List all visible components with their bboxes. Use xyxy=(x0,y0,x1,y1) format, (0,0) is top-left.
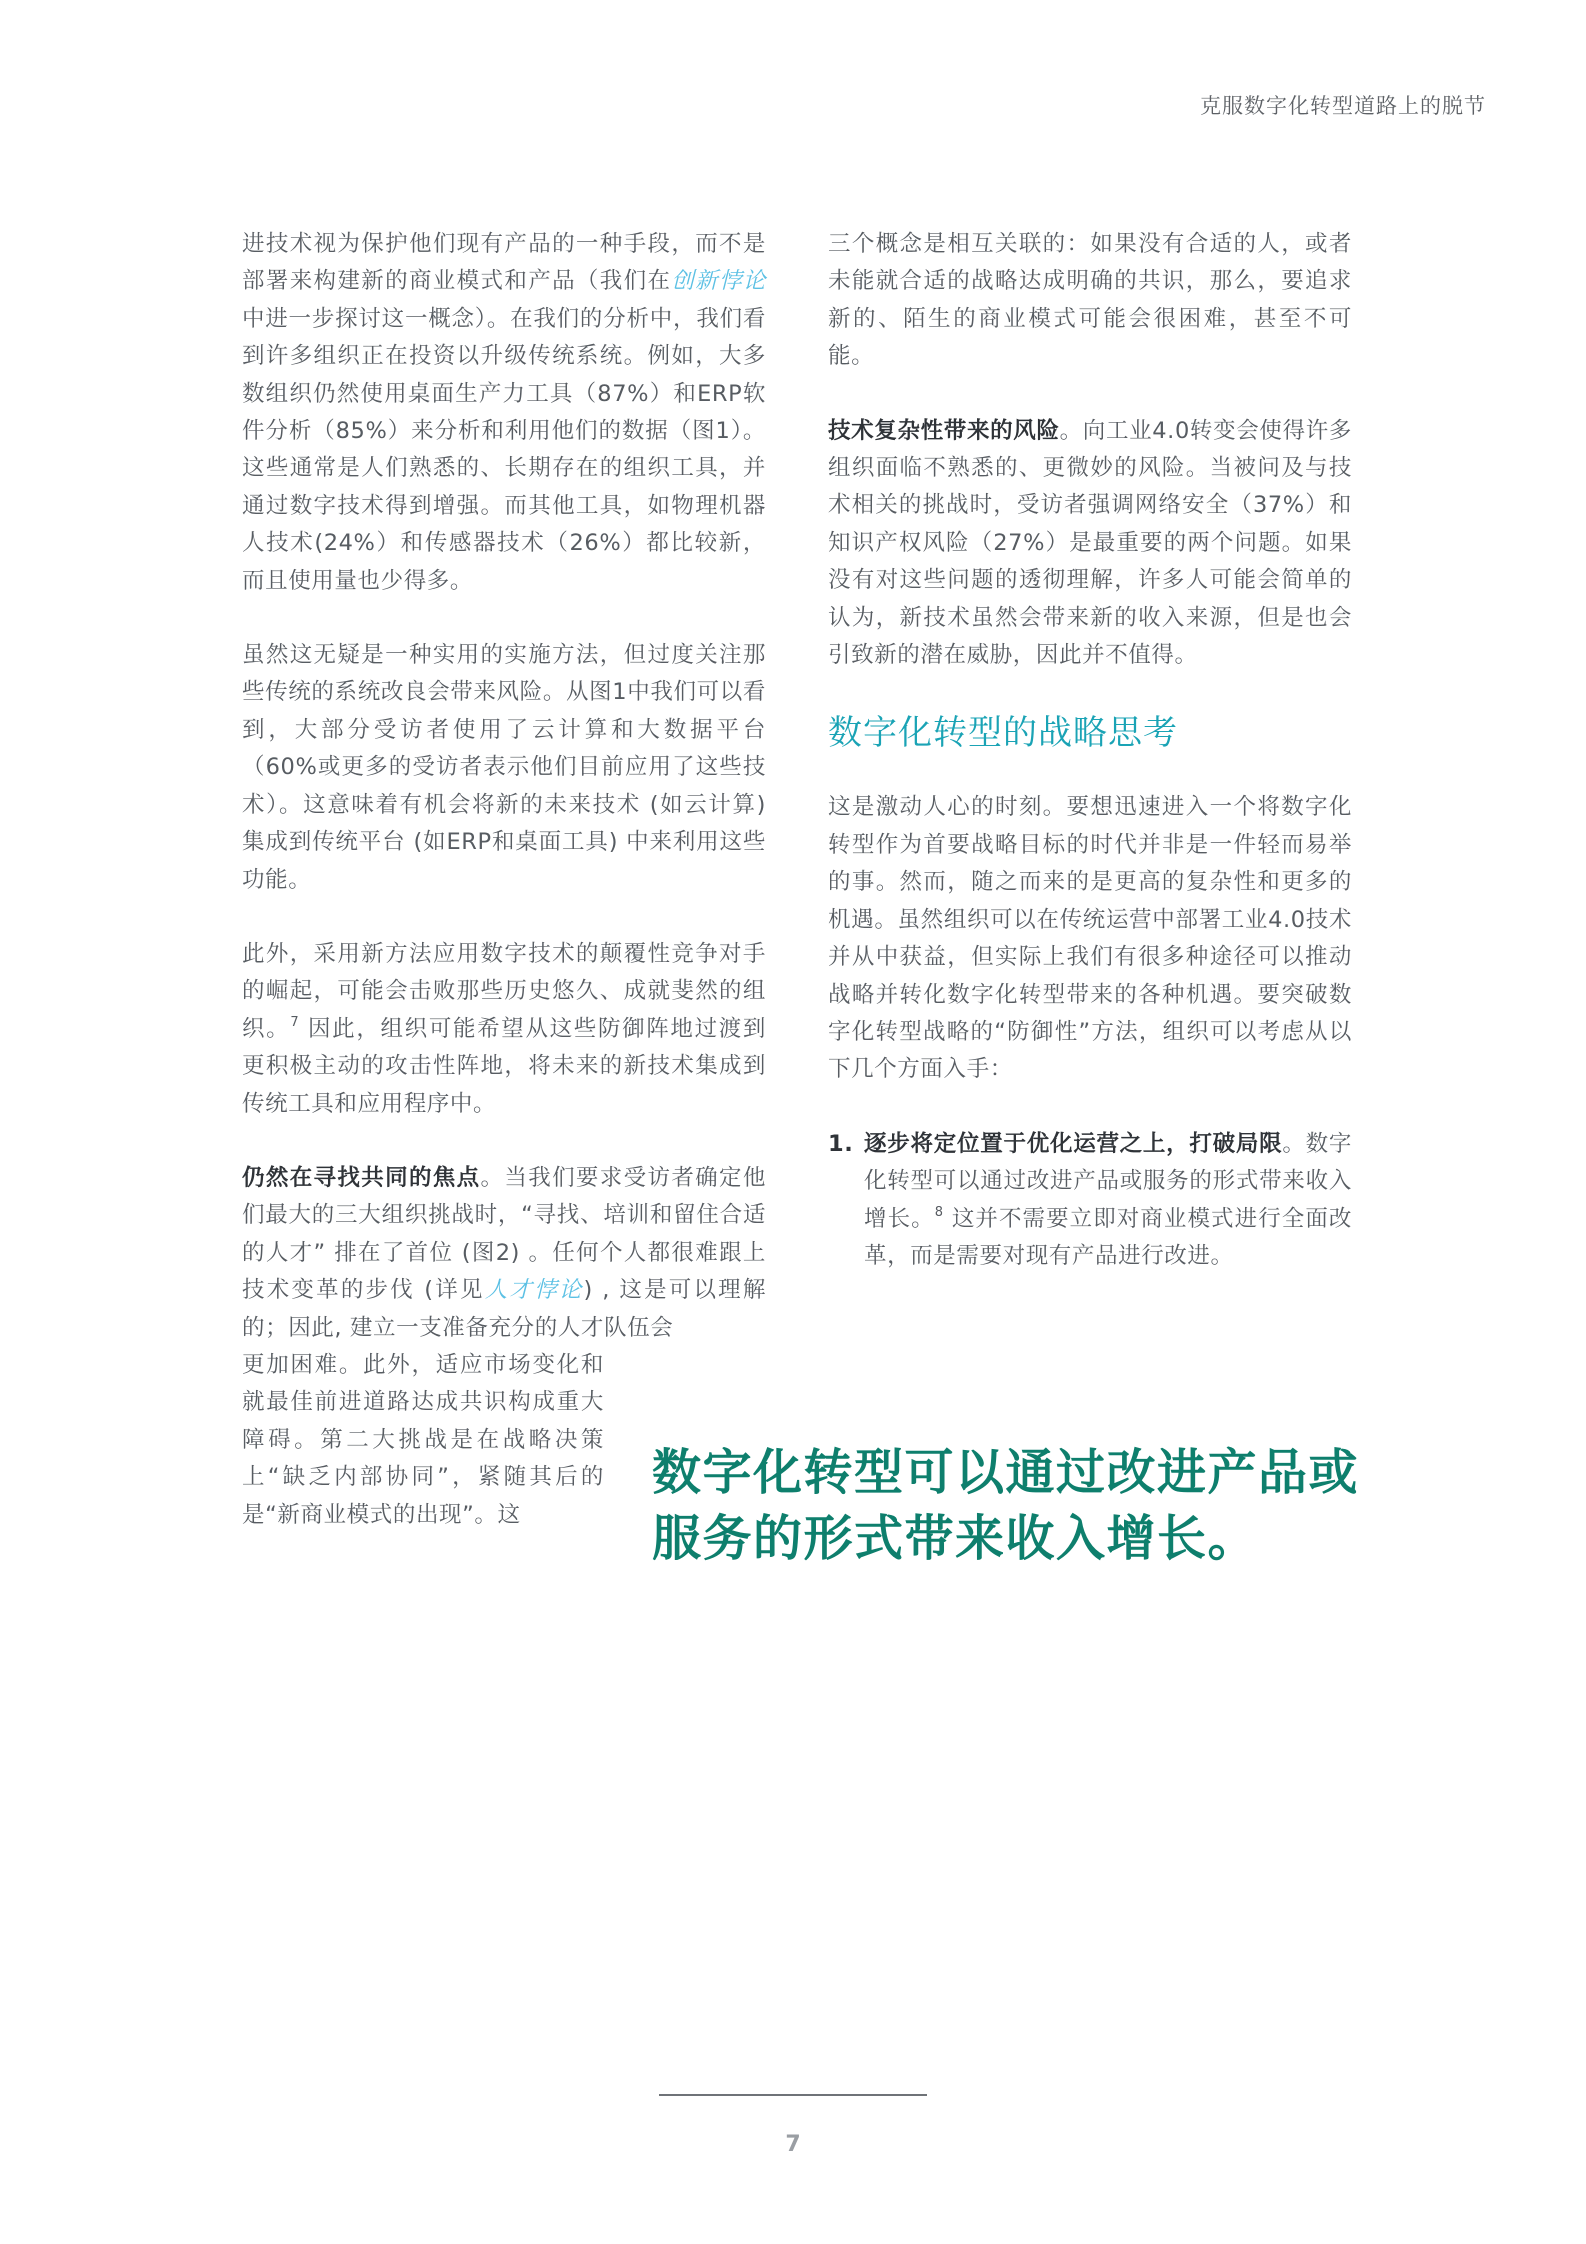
bold-lead-in: 逐步将定位置于优化运营之上，打破局限 xyxy=(864,1130,1283,1157)
paragraph-common-focus-continued: 更加困难。此外，适应市场变化和就最佳前进道路达成共识构成重大障碍。第二大挑战是在战略决策上“缺乏内部协同”，紧随其后的是“新商业模式的出现”。这 xyxy=(242,1351,604,1528)
paragraph-text: 这并不需要立即对商业模式进行全面改革，而是需要对现有产品进行改进。 xyxy=(864,1205,1353,1269)
footnote-marker[interactable]: 8 xyxy=(934,1204,944,1220)
section-heading: 数字化转型的战略思考 xyxy=(828,713,1178,754)
paragraph-text: ) , 这是可以理解的；因此, 建立一支准备充分的人才队伍会 xyxy=(242,1277,766,1341)
innovation-paradox-link[interactable]: 创新悖论 xyxy=(671,268,766,295)
paragraph-common-focus xyxy=(242,1160,766,1347)
footnote-marker[interactable]: 7 xyxy=(290,1014,300,1030)
list-item-body xyxy=(864,1126,1352,1276)
bold-lead-in: 技术复杂性带来的风险 xyxy=(828,417,1060,444)
paragraph-text: 中进一步探讨这一概念）。在我们的分析中，我们看到许多组织正在投资以升级传统系统。例如，大多数组织仍然使用桌面生产力工具（87%）和ERP软件分析（85%）来分析和利用他们的数据（图1）。这些通常是人们熟悉的、长期存在的组织工具，并通过数字技术得到增强。而其他工具，如物理机器人技术(24%）和传感器技术（26%）都比较新，而且使用量也少得多。 xyxy=(242,305,766,594)
running-header-title: 克服数字化转型道路上的脱节 xyxy=(1200,94,1486,118)
paragraph-legacy-systems xyxy=(242,226,766,600)
paragraph-text: 此外，采用新方法应用数字技术的颠覆性竞争对手的崛起，可能会击败那些历史悠久、成就斐然的组织。 xyxy=(242,940,766,1042)
page-number: 7 xyxy=(785,2132,801,2157)
paragraph-text: 。向工业4.0转变会使得许多组织面临不熟悉的、更微妙的风险。当被问及与技术相关的挑战时，受访者强调网络安全（37%）和知识产权风险（27%）是最重要的两个问题。如果没有对这些问题的透彻理解，许多人可能会简单的认为，新技术虽然会带来新的收入来源，但是也会引致新的潜在威胁，因此并不值得。 xyxy=(828,417,1352,669)
list-number: 1. xyxy=(828,1130,854,1157)
bold-lead-in: 仍然在寻找共同的焦点 xyxy=(242,1164,481,1191)
paragraph-tech-complexity xyxy=(828,413,1352,675)
paragraph-text: 进技术视为保护他们现有产品的一种手段，而不是部署来构建新的商业模式和产品（我们在 xyxy=(242,231,766,295)
left-column xyxy=(242,226,766,1534)
pull-quote: 数字化转型可以通过改进产品或服务的形式带来收入增长。 xyxy=(652,1444,1360,1567)
list-item xyxy=(828,1126,1352,1276)
talent-paradox-link[interactable]: 人才悖论 xyxy=(484,1277,584,1304)
paragraph-text: 因此，组织可能希望从这些防御阵地过渡到更积极主动的攻击性阵地，将未来的新技术集成到传统工具和应用程序中。 xyxy=(242,1015,767,1117)
paragraph-text: 。当我们要求受访者确定他们最大的三大组织挑战时，“寻找、培训和留住合适的人才” 排在了首位 (图2) 。任何个人都很难跟上技术变革的步伐 (详见 xyxy=(242,1164,766,1304)
right-column xyxy=(828,226,1352,1275)
paragraph-disruptive-competitors xyxy=(242,936,766,1123)
paragraph-text: 。数字化转型可以通过改进产品或服务的形式带来收入增长。 xyxy=(864,1130,1352,1232)
paragraph-interrelated-concepts: 三个概念是相互关联的：如果没有合适的人，或者未能就合适的战略达成明确的共识，那么，要追求新的、陌生的商业模式可能会很困难，甚至不可能。 xyxy=(828,231,1352,370)
footer-divider xyxy=(659,2094,927,2096)
paragraph-cloud-risk: 虽然这无疑是一种实用的实施方法，但过度关注那些传统的系统改良会带来风险。从图1中我们可以看到，大部分受访者使用了云计算和大数据平台（60%或更多的受访者表示他们目前应用了这些技术）。这意味着有机会将新的未来技术 (如云计算) 集成到传统平台 (如ERP和桌面工具) 中来利用这些功能。 xyxy=(242,642,766,893)
paragraph-strategy-intro: 这是激动人心的时刻。要想迅速进入一个将数字化转型作为首要战略目标的时代并非是一件轻而易举的事。然而，随之而来的是更高的复杂性和更多的机遇。虽然组织可以在传统运营中部署工业4.0技术并从中获益，但实际上我们有很多种途径可以推动战略并转化数字化转型带来的各种机遇。要突破数字化转型战略的“防御性”方法，组织可以考虑从以下几个方面入手： xyxy=(828,794,1352,1083)
